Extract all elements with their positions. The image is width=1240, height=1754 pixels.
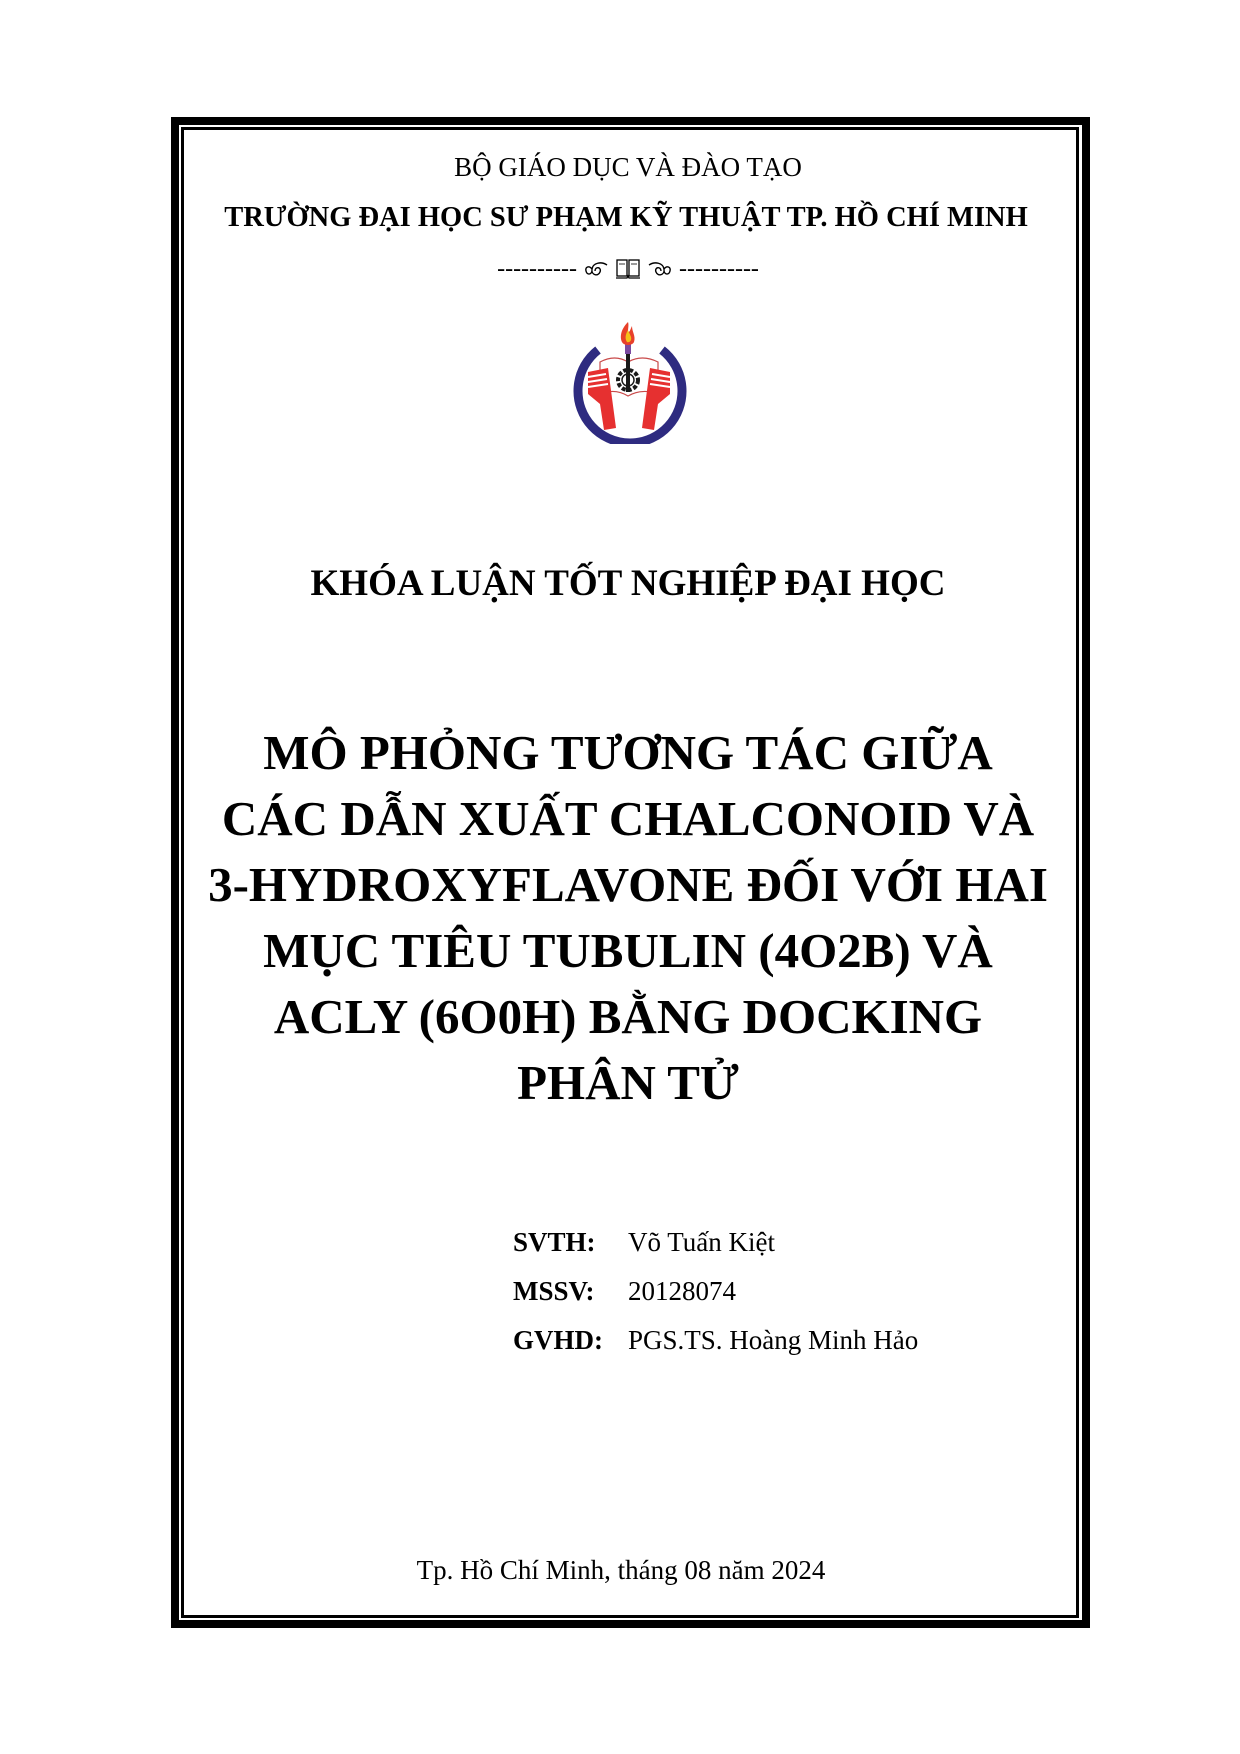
info-row-student-id [513, 1274, 918, 1323]
divider-dashes-left: ---------- [497, 256, 577, 282]
scroll-right-ornament-icon [641, 256, 679, 282]
info-row-advisor [513, 1323, 918, 1372]
info-value: Võ Tuấn Kiệt [628, 1227, 776, 1257]
ornamental-divider [8, 255, 1240, 283]
university-name: TRƯỜNG ĐẠI HỌC SƯ PHẠM KỸ THUẬT TP. HỒ CHÍ MINH [224, 202, 1028, 233]
info-value: 20128074 [628, 1276, 736, 1306]
university-emblem-icon [570, 320, 688, 444]
student-info-block [513, 1225, 918, 1372]
title-line: 3-HYDROXYFLAVONE ĐỐI VỚI HAI [208, 857, 1048, 912]
degree-heading: KHÓA LUẬN TỐT NGHIỆP ĐẠI HỌC [310, 563, 946, 604]
title-line: MỤC TIÊU TUBULIN (4O2B) VÀ [263, 923, 993, 978]
title-line: PHÂN TỬ [517, 1055, 739, 1110]
scroll-left-ornament-icon [577, 256, 615, 282]
info-label: MSSV: [513, 1276, 595, 1306]
info-row-student [513, 1225, 918, 1274]
title-line: ACLY (6O0H) BẰNG DOCKING [273, 989, 983, 1044]
info-label: SVTH: [513, 1227, 596, 1257]
info-label: GVHD: [513, 1325, 603, 1355]
divider-dashes-right: ---------- [679, 256, 759, 282]
info-value: PGS.TS. Hoàng Minh Hảo [628, 1325, 919, 1355]
open-book-icon [615, 255, 641, 283]
title-line: CÁC DẪN XUẤT CHALCONOID VÀ [221, 791, 1035, 846]
thesis-title [8, 720, 1240, 1116]
title-line: MÔ PHỎNG TƯƠNG TÁC GIỮA [263, 725, 993, 780]
ministry-name: BỘ GIÁO DỤC VÀ ĐÀO TẠO [454, 152, 802, 182]
place-and-date: Tp. Hồ Chí Minh, tháng 08 năm 2024 [416, 1555, 826, 1585]
